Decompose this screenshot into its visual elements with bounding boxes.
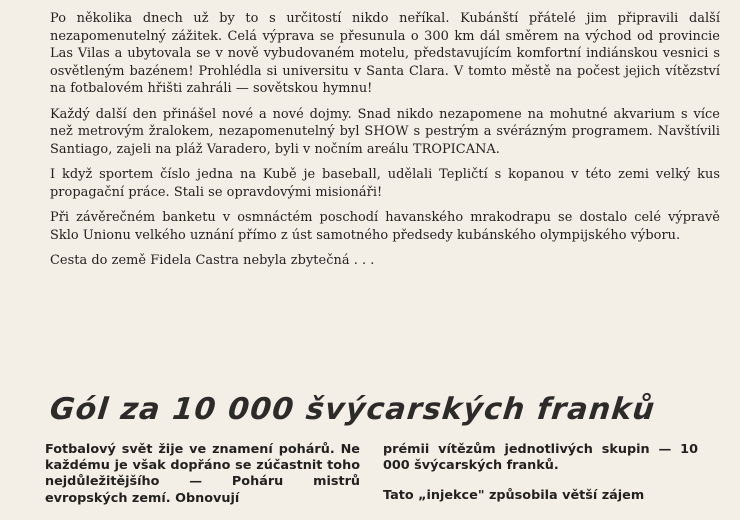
new-article-body	[45, 442, 721, 520]
article-headline: Gól za 10 000 švýcarských franků	[48, 392, 658, 427]
paragraph-4: Při závěrečném banketu v osmnáctém poschodí havanského mrakodrapu se dostalo celé výpravě Sklo Unionu velkého uznání přímo z úst samotného předsedy kubánského olympijského výboru.	[50, 210, 720, 243]
paragraph-1: Po několika dnech už by to s určitostí nikdo neříkal. Kubánští přátelé jim připravili další nezapomenutelný zážitek. Celá výprava se přesunula o 300 km dál směrem na východ od provincie Las Vilas a ubytovala se v nově vybudovaném motelu, představujícím komfortní indiánskou vesnici s osvětleným bazénem! Prohlédla si universitu v Santa Clara. V tomto městě na počest jejich vítězství na fotbalovém hřišti zahráli — sovětskou hymnu!	[50, 11, 720, 96]
cropped-title-fragment	[300, 0, 470, 6]
paragraph-2: Každý další den přinášel nové a nové dojmy. Snad nikdo nezapomene na mohutné akvarium s více než metrovým žralokem, nezapomenutelný byl SHOW s pestrým a svérázným programem. Navštívili Santiago, zajeli na pláž Varadero, byli v nočním areálu TROPICANA.	[50, 106, 720, 157]
article-left-text: Fotbalový svět žije ve znamení pohárů. Ne každému je však dopřáno se zúčastnit toho nejdůležitějšího — Poháru mistrů evropských zemí. Obnovují	[45, 442, 360, 506]
article-column-left	[45, 442, 360, 515]
article-right-text-2: Tato „injekce" způsobila větší zájem	[383, 488, 645, 504]
article-right-text-1: prémii vítězům jednotlivých skupin — 10 000 švýcarských franků.	[383, 442, 698, 474]
article-column-right	[383, 442, 698, 513]
previous-article-ending	[50, 10, 720, 278]
paragraph-3: I když sportem číslo jedna na Kubě je baseball, udělali Tepličtí s kopanou v této zemi velký kus propagační práce. Stali se opravdovými misionáři!	[50, 167, 720, 200]
paragraph-5: Cesta do země Fidela Castra nebyla zbytečná . . .	[50, 253, 375, 268]
